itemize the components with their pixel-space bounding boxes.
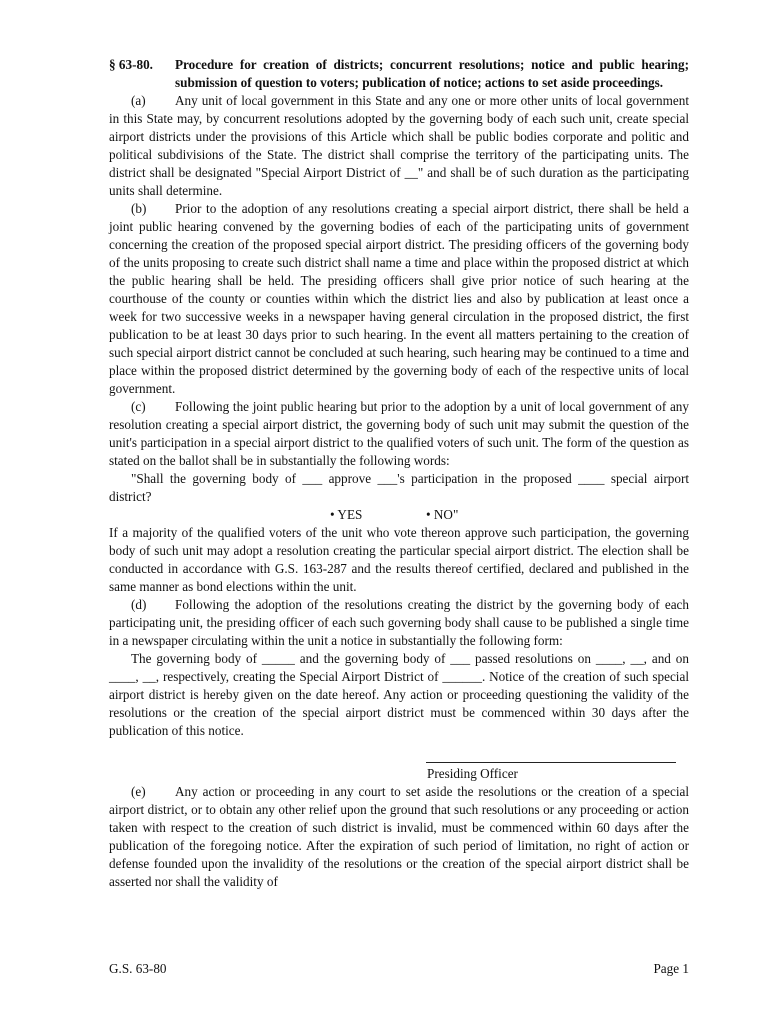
paragraph-label: (e) [131, 784, 146, 799]
paragraph-label: (c) [131, 399, 146, 414]
section-number: § 63-80. [109, 57, 153, 72]
paragraph-label: (a) [131, 93, 146, 108]
paragraph-label: (b) [131, 201, 147, 216]
ballot-yes-option: • YES [330, 507, 363, 522]
footer-page-number: Page 1 [653, 961, 689, 976]
paragraph-label: (d) [131, 597, 147, 612]
paragraph-text: Prior to the adoption of any resolutions creating a special airport district, there shall be held a joint public hearing convened by the governing bodies of each of the participating units of government concerning the creation of the proposed special airport district. The presiding officers of the governing body of the units proposing to create such district shall name a time and place within the proposed district at which the public hearing shall be held. The presiding officers shall give prior notice of such hearing at the courthouse of the county or counties within which the district lies and also by publication at least once a week for two successive weeks in a newspaper having general circulation in the proposed district, the first publication to be at least 30 days prior to such hearing. In the event all matters pertaining to the creation of such special airport district cannot be concluded at such hearing, such hearing may be continued to a time and place within the proposed district determined by the governing body of each of the respective units of local government. [109, 201, 689, 396]
paragraph-c [109, 398, 689, 470]
paragraph-text: Following the joint public hearing but prior to the adoption by a unit of local government of any resolution creating a special airport district, the governing body of such unit may submit the question of the unit's participation in a special airport district to the qualified voters of such unit. The form of the question as stated on the ballot shall be in substantially the following words: [109, 399, 689, 468]
ballot-options [109, 506, 689, 524]
paragraph-c-continuation: If a majority of the qualified voters of the unit who vote thereon approve such participation, the governing body of such unit may adopt a resolution creating the particular special airport district. The election shall be conducted in accordance with G.S. 163-287 and the results thereof certified, declared and published in the same manner as bond elections within the unit. [109, 525, 689, 594]
ballot-no-option: • NO" [426, 507, 459, 522]
notice-form: The governing body of _____ and the governing body of ___ passed resolutions on ____, __, and on ____, __, respectively, creating the Special Airport District of ______. Notice of the creation of such special airport district is hereby given on the date hereof. Any action or proceeding questioning the validity of the resolutions or the creation of the special airport district must be commenced within 30 days after the publication of this notice. [109, 651, 689, 738]
paragraph-b [109, 200, 689, 398]
document-page [109, 56, 689, 891]
section-heading [109, 56, 689, 92]
footer-citation: G.S. 63-80 [109, 961, 167, 976]
paragraph-a [109, 92, 689, 200]
section-title: Procedure for creation of districts; concurrent resolutions; notice and public hearing; submission of question to voters; publication of notice; actions to set aside proceedings. [175, 57, 689, 90]
paragraph-text: Following the adoption of the resolutions creating the district by the governing body of each participating unit, the presiding officer of each such governing body shall cause to be published a single time in a newspaper circulating within the unit a notice in substantially the following form: [109, 597, 689, 648]
paragraph-e [109, 783, 689, 891]
ballot-question: "Shall the governing body of ___ approve ___'s participation in the proposed ____ special airport district? [109, 471, 689, 504]
signature-title: Presiding Officer [427, 766, 518, 781]
paragraph-d [109, 596, 689, 650]
paragraph-text: Any action or proceeding in any court to set aside the resolutions or the creation of a special airport district, or to obtain any other relief upon the ground that such resolutions or any proceeding or action taken with respect to the creation of such district is invalid, must be commenced within 60 days after the publication of the foregoing notice. After the expiration of such period of limitation, no right of action or defense founded upon the invalidity of the resolutions or the creation of the special airport district shall be asserted nor shall the validity of [109, 784, 689, 889]
paragraph-text: Any unit of local government in this State and any one or more other units of local government in this State may, by concurrent resolutions adopted by the governing body of each such unit, create special airport districts under the provisions of this Article which shall be public bodies corporate and politic and political subdivisions of the State. The district shall comprise the territory of the participating units. The district shall be designated "Special Airport District of __" and shall be of such duration as the participating units shall determine. [109, 93, 689, 198]
